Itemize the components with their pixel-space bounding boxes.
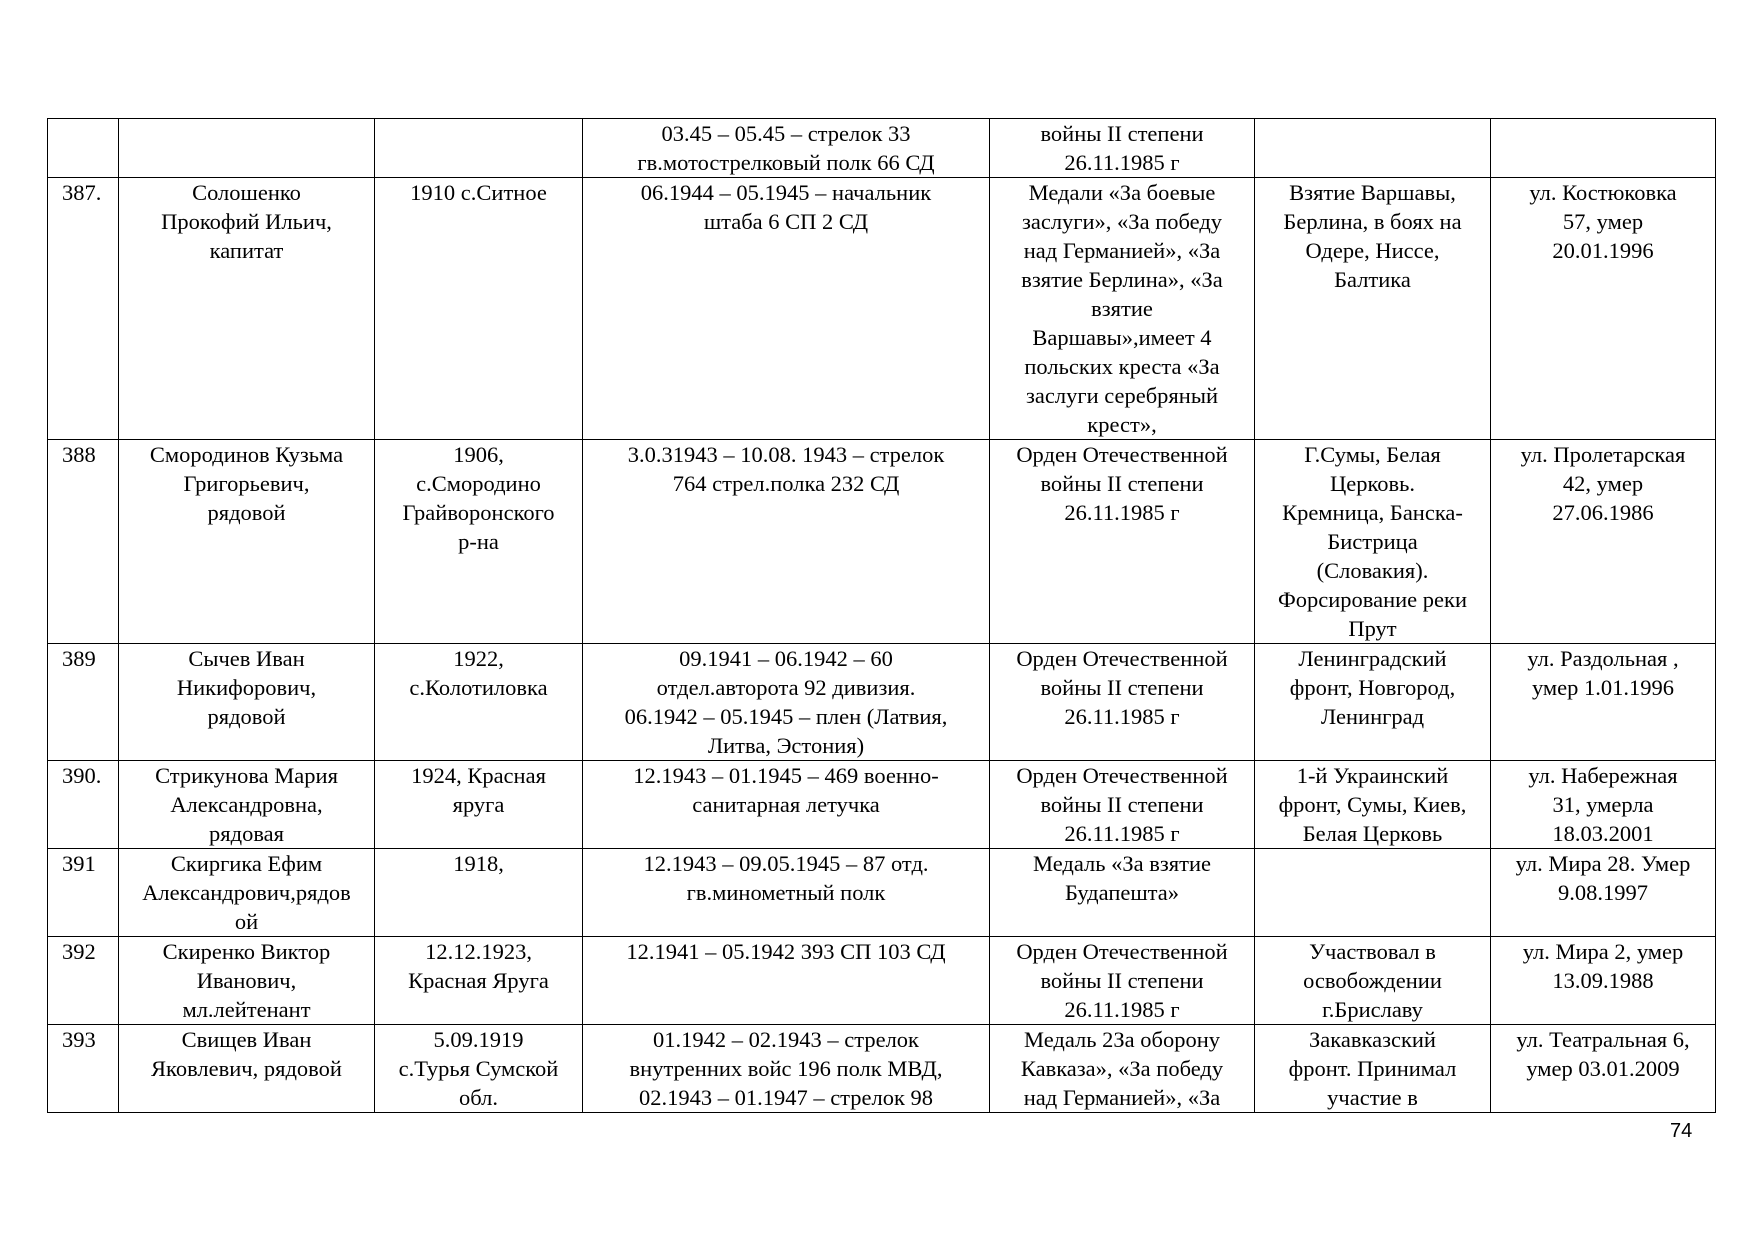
cell-awards bbox=[990, 849, 1255, 937]
cell-name bbox=[119, 1025, 375, 1113]
cell-battles-text: Ленинградский фронт, Новгород, Ленинград bbox=[1289, 646, 1456, 729]
table-row bbox=[48, 644, 1716, 761]
cell-battles bbox=[1255, 761, 1491, 849]
cell-name-text: Солошенко Прокофий Ильич, капитат bbox=[161, 180, 332, 263]
cell-awards bbox=[990, 644, 1255, 761]
cell-number bbox=[48, 1025, 119, 1113]
cell-residence bbox=[1491, 937, 1716, 1025]
table-row bbox=[48, 119, 1716, 178]
cell-birth-text: 1922, с.Колотиловка bbox=[409, 646, 548, 700]
cell-residence-text: ул. Театральная 6, умер 03.01.2009 bbox=[1516, 1027, 1690, 1081]
cell-service-text: 12.1943 – 09.05.1945 – 87 отд. гв.минометный полк bbox=[643, 851, 929, 905]
cell-battles bbox=[1255, 849, 1491, 937]
cell-service bbox=[583, 761, 990, 849]
cell-birth-text: 1910 с.Ситное bbox=[410, 180, 547, 205]
cell-battles bbox=[1255, 440, 1491, 644]
cell-awards-text: Медаль «За взятие Будапешта» bbox=[1032, 851, 1211, 905]
cell-residence bbox=[1491, 1025, 1716, 1113]
cell-battles bbox=[1255, 119, 1491, 178]
cell-name-text: Сычев Иван Никифорович, рядовой bbox=[176, 646, 317, 729]
cell-birth bbox=[375, 119, 583, 178]
cell-residence-text: ул. Пролетарская 42, умер 27.06.1986 bbox=[1520, 442, 1686, 525]
cell-birth bbox=[375, 1025, 583, 1113]
cell-number-text: 393 bbox=[62, 1027, 96, 1052]
cell-name bbox=[119, 119, 375, 178]
page-number: 74 bbox=[1670, 1120, 1693, 1142]
cell-birth bbox=[375, 644, 583, 761]
cell-awards-text: Орден Отечественной войны II степени 26.11.1985 г bbox=[1016, 763, 1228, 846]
cell-birth-text: 5.09.1919 с.Турья Сумской обл. bbox=[398, 1027, 559, 1110]
cell-awards bbox=[990, 440, 1255, 644]
cell-number bbox=[48, 440, 119, 644]
cell-awards-text: Орден Отечественной войны II степени 26.11.1985 г bbox=[1016, 939, 1228, 1022]
cell-number-text: 388 bbox=[62, 442, 96, 467]
cell-number-text: 392 bbox=[62, 939, 96, 964]
table-row bbox=[48, 1025, 1716, 1113]
cell-service-text: 3.0.31943 – 10.08. 1943 – стрелок 764 стрел.полка 232 СД bbox=[627, 442, 945, 496]
veterans-table bbox=[47, 118, 1716, 1113]
cell-number bbox=[48, 644, 119, 761]
cell-awards-text: Медали «За боевые заслуги», «За победу над Германией», «За взятие Берлина», «За взятие Варшавы»,имеет 4 польских креста «За заслуги серебряный крест», bbox=[1021, 180, 1223, 437]
cell-name bbox=[119, 644, 375, 761]
cell-awards bbox=[990, 1025, 1255, 1113]
cell-number-text: 390. bbox=[62, 763, 102, 788]
table-body bbox=[48, 119, 1716, 1113]
table-row bbox=[48, 937, 1716, 1025]
cell-service-text: 12.1941 – 05.1942 393 СП 103 СД bbox=[626, 939, 946, 964]
cell-service bbox=[583, 178, 990, 440]
cell-number bbox=[48, 119, 119, 178]
table-row bbox=[48, 761, 1716, 849]
cell-residence-text: ул. Набережная 31, умерла 18.03.2001 bbox=[1528, 763, 1678, 846]
cell-number bbox=[48, 761, 119, 849]
cell-awards-text: Орден Отечественной войны II степени 26.11.1985 г bbox=[1016, 646, 1228, 729]
cell-residence bbox=[1491, 849, 1716, 937]
cell-birth bbox=[375, 440, 583, 644]
cell-name-text: Скиренко Виктор Иванович, мл.лейтенант bbox=[162, 939, 331, 1022]
cell-residence-text: ул. Мира 2, умер 13.09.1988 bbox=[1522, 939, 1684, 993]
cell-battles bbox=[1255, 937, 1491, 1025]
cell-service bbox=[583, 937, 990, 1025]
cell-awards bbox=[990, 178, 1255, 440]
table-row bbox=[48, 440, 1716, 644]
cell-service bbox=[583, 849, 990, 937]
cell-birth-text: 1924, Красная яруга bbox=[411, 763, 546, 817]
cell-name bbox=[119, 440, 375, 644]
cell-battles bbox=[1255, 644, 1491, 761]
cell-residence bbox=[1491, 761, 1716, 849]
cell-number-text: 391 bbox=[62, 851, 96, 876]
cell-service bbox=[583, 440, 990, 644]
cell-name-text: Стрикунова Мария Александровна, рядовая bbox=[155, 763, 338, 846]
cell-awards-text: Медаль 2За оборону Кавказа», «За победу над Германией», «За bbox=[1020, 1027, 1224, 1110]
cell-name-text: Смородинов Кузьма Григорьевич, рядовой bbox=[149, 442, 344, 525]
cell-name-text: Скиргика Ефим Александрович,рядов ой bbox=[142, 851, 351, 934]
cell-service-text: 06.1944 – 05.1945 – начальник штаба 6 СП 2 СД bbox=[640, 180, 932, 234]
cell-service-text: 01.1942 – 02.1943 – стрелок внутренних войс 196 полк МВД, 02.1943 – 01.1947 – стрелок 98 bbox=[629, 1027, 943, 1110]
cell-service-text: 09.1941 – 06.1942 – 60 отдел.авторота 92 дивизия. 06.1942 – 05.1945 – плен (Латвия, Литва, Эстония) bbox=[624, 646, 948, 758]
cell-birth bbox=[375, 937, 583, 1025]
cell-number bbox=[48, 178, 119, 440]
cell-residence bbox=[1491, 644, 1716, 761]
cell-name bbox=[119, 937, 375, 1025]
cell-service bbox=[583, 644, 990, 761]
cell-battles-text: Взятие Варшавы, Берлина, в боях на Одере, Ниссе, Балтика bbox=[1283, 180, 1462, 292]
cell-name bbox=[119, 849, 375, 937]
cell-number bbox=[48, 849, 119, 937]
cell-birth bbox=[375, 849, 583, 937]
cell-residence-text: ул. Мира 28. Умер 9.08.1997 bbox=[1515, 851, 1691, 905]
cell-number-text: 387. bbox=[62, 180, 102, 205]
cell-service-text: 12.1943 – 01.1945 – 469 военно- санитарная летучка bbox=[633, 763, 939, 817]
cell-birth-text: 1918, bbox=[453, 851, 504, 876]
cell-residence bbox=[1491, 178, 1716, 440]
cell-service bbox=[583, 1025, 990, 1113]
cell-birth-text: 1906, с.Смородино Грайворонского р-на bbox=[402, 442, 555, 554]
cell-awards bbox=[990, 761, 1255, 849]
cell-battles bbox=[1255, 1025, 1491, 1113]
cell-name bbox=[119, 178, 375, 440]
cell-battles bbox=[1255, 178, 1491, 440]
cell-awards-text: Орден Отечественной войны II степени 26.11.1985 г bbox=[1016, 442, 1228, 525]
cell-awards-text: войны II степени 26.11.1985 г bbox=[1040, 121, 1204, 175]
cell-awards bbox=[990, 937, 1255, 1025]
cell-awards bbox=[990, 119, 1255, 178]
cell-battles-text: Участвовал в освобождении г.Бриславу bbox=[1303, 939, 1442, 1022]
cell-birth bbox=[375, 178, 583, 440]
cell-name-text: Свищев Иван Яковлевич, рядовой bbox=[151, 1027, 342, 1081]
cell-residence bbox=[1491, 440, 1716, 644]
cell-battles-text: Закавказский фронт. Принимал участие в bbox=[1288, 1027, 1457, 1110]
table-row bbox=[48, 178, 1716, 440]
cell-residence bbox=[1491, 119, 1716, 178]
cell-residence-text: ул. Раздольная , умер 1.01.1996 bbox=[1527, 646, 1679, 700]
cell-service-text: 03.45 – 05.45 – стрелок 33 гв.мотострелковый полк 66 СД bbox=[637, 121, 935, 175]
cell-battles-text: 1-й Украинский фронт, Сумы, Киев, Белая Церковь bbox=[1278, 763, 1467, 846]
cell-residence-text: ул. Костюковка 57, умер 20.01.1996 bbox=[1529, 180, 1677, 263]
cell-name bbox=[119, 761, 375, 849]
cell-birth-text: 12.12.1923, Красная Яруга bbox=[408, 939, 549, 993]
cell-number bbox=[48, 937, 119, 1025]
table-row bbox=[48, 849, 1716, 937]
cell-service bbox=[583, 119, 990, 178]
cell-number-text: 389 bbox=[62, 646, 96, 671]
cell-birth bbox=[375, 761, 583, 849]
cell-battles-text: Г.Сумы, Белая Церковь. Кремница, Банска- Бистрица (Словакия). Форсирование реки Прут bbox=[1277, 442, 1468, 641]
